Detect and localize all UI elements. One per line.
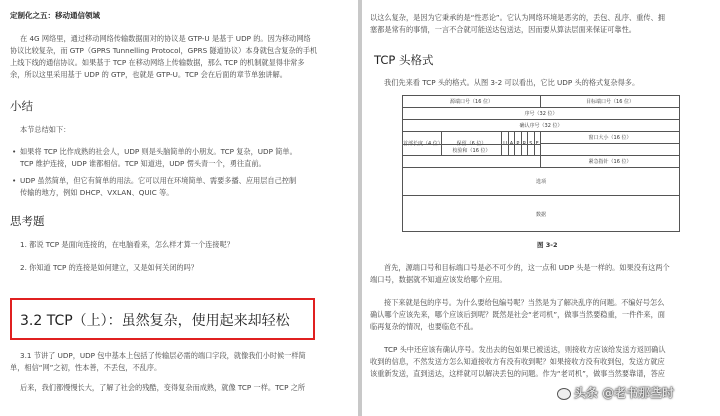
intro-line-1: 在 4G 网络里，通过移动网络传输数据面对的协议是 GTP-U 是基于 UDP 的。因为移动网络 — [20, 34, 311, 43]
diagram-row-ack — [403, 120, 679, 132]
question-2: 2. 你知道 TCP 的连接是如何建立，又是如何关闭的吗？ — [20, 263, 198, 272]
watermark — [557, 384, 674, 401]
diagram-row-checksum — [403, 144, 541, 156]
reserved-field: 保留（6 位） — [442, 132, 503, 155]
para-line-6: TCP 头中还应该有确认序号。发出去的包如果已被送达，则接收方应该给发送方返回确认 — [384, 345, 666, 354]
left-page — [0, 0, 358, 416]
top-line-1: 以这么复杂，是因为它秉承的是“性恶论”。它认为网络环境是恶劣的，丢包、乱序、重传、拥 — [370, 13, 665, 22]
running-head: 定制化之五：移动通信领域 — [10, 11, 100, 20]
diagram-row-ports — [403, 96, 679, 108]
flag-r: R — [522, 132, 528, 155]
diagram-row-urgent — [403, 156, 679, 168]
summary-heading: 小结 — [10, 99, 33, 113]
diagram-row-options — [403, 168, 679, 196]
seq-field: 序号（32 位） — [524, 111, 558, 117]
flag-u: U — [502, 132, 508, 155]
bullet-1-line-2: TCP 维护连接，UDP 谁都相信。TCP 知道进，UDP 愣头青一个，勇往直前。 — [20, 159, 266, 168]
intro-line-2: 协议比较复杂，而 GTP（GPRS Tunnelling Protocol，GPRS 隧道协议）本身就包含复杂的手机 — [10, 46, 318, 55]
question-1: 1. 都说 TCP 是面向连接的，在电脑看来，怎么样才算一个连接呢？ — [20, 240, 234, 249]
top-line-2: 塞都是常有的事情，一言不合就可能送达包送达，因而要从算法层面来保证可靠性。 — [370, 25, 636, 34]
urgent-empty — [403, 156, 541, 167]
options-field: 选项 — [535, 179, 546, 185]
src-port-field: 源端口号（16 位） — [403, 96, 541, 107]
para-line-1: 首先，源端口号和目标端口号是必不可少的，这一点和 UDP 头是一样的。如果没有这两个 — [384, 263, 670, 272]
bullet-mark: • — [12, 147, 17, 156]
diagram-row-seq — [403, 108, 679, 120]
flag-a: A — [509, 132, 515, 155]
dst-port-field: 目标端口号（16 位） — [586, 99, 634, 105]
diagram-row-data — [403, 196, 679, 233]
ack-field: 确认序号（32 位） — [519, 123, 563, 129]
para-line-5: 临再复杂的情况，也要临危不乱。 — [370, 322, 478, 331]
checksum-field: 校验和（16 位） — [403, 144, 541, 156]
para-line-7: 收到的信息，不然发送方怎么知道接收方有没有收到呢？如果接收方没有收到包，发送方就应 — [370, 357, 665, 366]
tcp-header-heading: TCP 头格式 — [374, 53, 434, 67]
flag-s: S — [528, 132, 534, 155]
para-line-2: 端口号，数据就不知道应该发给哪个应用。 — [370, 275, 507, 284]
flag-f: F — [535, 132, 541, 155]
para-line-4: 确认哪个应该先来，哪个应该后到呢？既然是社会“老司机”，做事当然要稳重，一件件来，面 — [370, 310, 665, 319]
data-field: 数据 — [535, 212, 546, 218]
window-field: 窗口大小（16 位） — [541, 132, 679, 144]
tcp-header-lead: 我们先来看 TCP 头的格式。从图 3-2 可以看出，它比 UDP 头的格式复杂得多。 — [384, 78, 640, 87]
bullet-1-line-1: 如果将 TCP 比作成熟的社会人，UDP 则是头脑简单的小朋友。TCP 复杂，UDP 简单。 — [20, 147, 297, 156]
hdr-len-field: 首部长度（4 位） — [403, 132, 442, 155]
right-page — [362, 0, 720, 416]
watermark-text: 头条 @老书那些时 — [574, 386, 675, 400]
summary-lead: 本节总结如下： — [20, 125, 71, 134]
body-line-1: 3.1 节讲了 UDP，UDP 包中基本上包括了传输层必需的端口字段，就像我们小时候一样简 — [20, 351, 306, 360]
questions-heading: 思考题 — [10, 214, 45, 228]
para-line-3: 接下来就是包的序号。为什么要给包编号呢？当然是为了解决乱序的问题。不编好号怎么 — [384, 298, 665, 307]
bullet-mark: • — [12, 176, 17, 185]
camera-icon — [557, 388, 571, 400]
bullet-2-line-1: UDP 虽然简单，但它有简单的用法。它可以用在环境简单、需要多播、应用层自己控制 — [20, 176, 297, 185]
urgent-field: 紧急指针（16 位） — [588, 159, 632, 165]
body-line-2: 单，相信“网”之初，性本善，不丢包，不乱序。 — [10, 363, 162, 372]
para-line-8: 该重新发送，直到送达，这样就可以解决丢包的问题。作为“老司机”，做事当然要靠谱，答应 — [370, 369, 665, 378]
bullet-2-line-2: 传输的地方，例如 DHCP、VXLAN、QUIC 等。 — [20, 188, 174, 197]
body-line-3: 后来，我们都慢慢长大，了解了社会的残酷，变得复杂而成熟，就像 TCP 一样。TCP 之所 — [20, 383, 306, 392]
section-title: 3.2 TCP（上）：虽然复杂，使用起来却轻松 — [20, 313, 290, 329]
tcp-header-diagram — [402, 95, 680, 232]
intro-line-4: 余，所以这里采用基于 UDP 的 GTP，也就是 GTP-U。TCP 会在后面的章节单独讲解。 — [10, 70, 287, 79]
figure-caption: 图 3-2 — [537, 241, 558, 249]
flag-p: P — [515, 132, 521, 155]
intro-line-3: 上线下线的通信协议。如果基于 TCP 在移动网络上传输数据，那么 TCP 的机制就显得非常多 — [10, 58, 305, 67]
